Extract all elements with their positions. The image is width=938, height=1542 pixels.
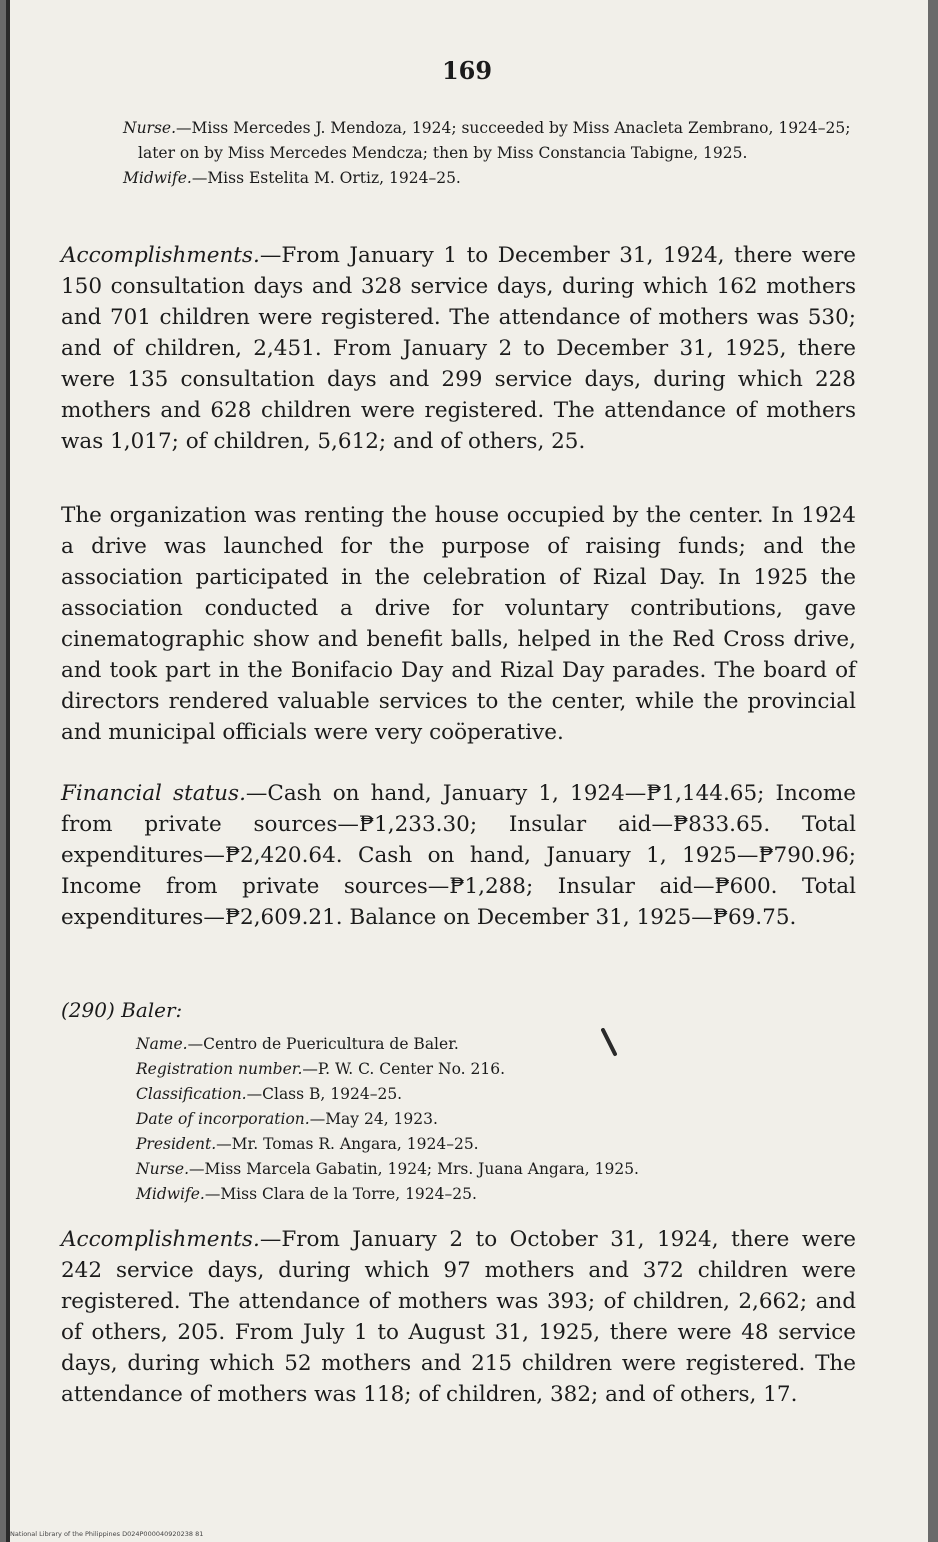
staff-entry-nurse xyxy=(136,1157,858,1182)
entry-label: Nurse. xyxy=(136,1160,190,1178)
organization-paragraph xyxy=(61,500,856,748)
staff-entry-name xyxy=(136,1032,858,1057)
paragraph-text xyxy=(61,240,856,457)
entry-label: President. xyxy=(136,1135,217,1153)
paragraph-label: Financial status. xyxy=(61,781,246,806)
entry-text: —Class B, 1924–25. xyxy=(246,1085,403,1103)
entry-label: Date of incorporation. xyxy=(136,1110,310,1128)
accomplishments-paragraph-1 xyxy=(61,240,856,457)
paragraph-label: Accomplishments. xyxy=(61,243,260,268)
paragraph-text xyxy=(61,1224,856,1410)
pencil-mark-icon xyxy=(601,1028,619,1058)
paragraph-body: —From January 2 to October 31, 1924, there were 242 service days, during which 97 mothers and 372 children were registered. The attendance of mothers was 393; of children, 2,662; and of others, 205. From July 1 to August 31, 1925, there were 48 service days, during which 52 mothers and 215 children were registered. The attendance of mothers was 118; of children, 382; and of others, 17. xyxy=(61,1227,856,1407)
staff-entry-president xyxy=(136,1132,858,1157)
paragraph-body: —From January 1 to December 31, 1924, there were 150 consultation days and 328 service days, during which 162 mothers and 701 children were registered. The attendance of mothers was 530; and of children, 2,451. From January 2 to December 31, 1925, there were 135 consultation days and 299 service days, during which 228 mothers and 628 children were registered. The attendance of mothers was 1,017; of children, 5,612; and of others, 25. xyxy=(61,243,856,454)
paragraph-text: The organization was renting the house occupied by the center. In 1924 a drive was launched for the purpose of raising funds; and the association participated in the celebration of Rizal Day. In 1925 the association conducted a drive for voluntary contributions, gave cinematographic show and benefit balls, helped in the Red Cross drive, and took part in the Bonifacio Day and Rizal Day parades. The board of directors rendered valuable services to the center, while the provincial and municipal officials were very coöperative. xyxy=(61,503,856,745)
staff-entry-incorporation xyxy=(136,1107,858,1132)
staff-entry-nurse xyxy=(123,116,858,166)
section-number: (290) xyxy=(61,998,115,1022)
section-title: Baler: xyxy=(121,998,183,1022)
staff-entry-midwife xyxy=(123,166,858,191)
entry-label: Nurse. xyxy=(123,119,177,137)
staff-entry-midwife xyxy=(136,1182,858,1207)
paragraph-label: Accomplishments. xyxy=(61,1227,260,1252)
entry-text: —Miss Marcela Gabatin, 1924; Mrs. Juana Angara, 1925. xyxy=(189,1160,639,1178)
paragraph-body: —Cash on hand, January 1, 1924—₱1,144.65; Income from private sources—₱1,233.30; Insular aid—₱833.65. Total expenditures—₱2,420.64. Cash on hand, January 1, 1925—₱790.96; Income from private sources—₱1,288; Insular aid—₱600. Total expenditures—₱2,609.21. Balance on December 31, 1925—₱69.75. xyxy=(61,781,856,930)
staff-list-top xyxy=(123,116,858,191)
entry-text: —Mr. Tomas R. Angara, 1924–25. xyxy=(216,1135,479,1153)
heading-text xyxy=(61,996,856,1024)
entry-label: Name. xyxy=(136,1035,188,1053)
entry-text: —Centro de Puericultura de Baler. xyxy=(187,1035,459,1053)
page-number: 169 xyxy=(441,56,493,85)
section-heading-baler xyxy=(61,996,856,1024)
book-page xyxy=(6,0,928,1542)
staff-entry-classification xyxy=(136,1082,858,1107)
financial-status-paragraph xyxy=(61,778,856,933)
accomplishments-paragraph-2 xyxy=(61,1224,856,1410)
entry-text: —May 24, 1923. xyxy=(309,1110,438,1128)
page-spine-edge xyxy=(6,0,10,1542)
entry-label: Registration number. xyxy=(136,1060,303,1078)
staff-entry-registration xyxy=(136,1057,858,1082)
paragraph-text xyxy=(61,778,856,933)
entry-label: Classification. xyxy=(136,1085,247,1103)
staff-list-baler xyxy=(136,1032,858,1207)
entry-label: Midwife. xyxy=(123,169,192,187)
entry-text: —P. W. C. Center No. 216. xyxy=(302,1060,506,1078)
entry-text: —Miss Estelita M. Ortiz, 1924–25. xyxy=(191,169,461,187)
entry-text: —Miss Mercedes J. Mendoza, 1924; succeeded by Miss Anacleta Zembrano, 1924–25; later on by Miss Mercedes Mendcza; then by Miss Constancia Tabigne, 1925. xyxy=(138,119,851,162)
entry-label: Midwife. xyxy=(136,1185,205,1203)
entry-text: —Miss Clara de la Torre, 1924–25. xyxy=(204,1185,477,1203)
scan-footer: National Library of the Philippines D024P000040920238 81 xyxy=(10,1530,204,1538)
